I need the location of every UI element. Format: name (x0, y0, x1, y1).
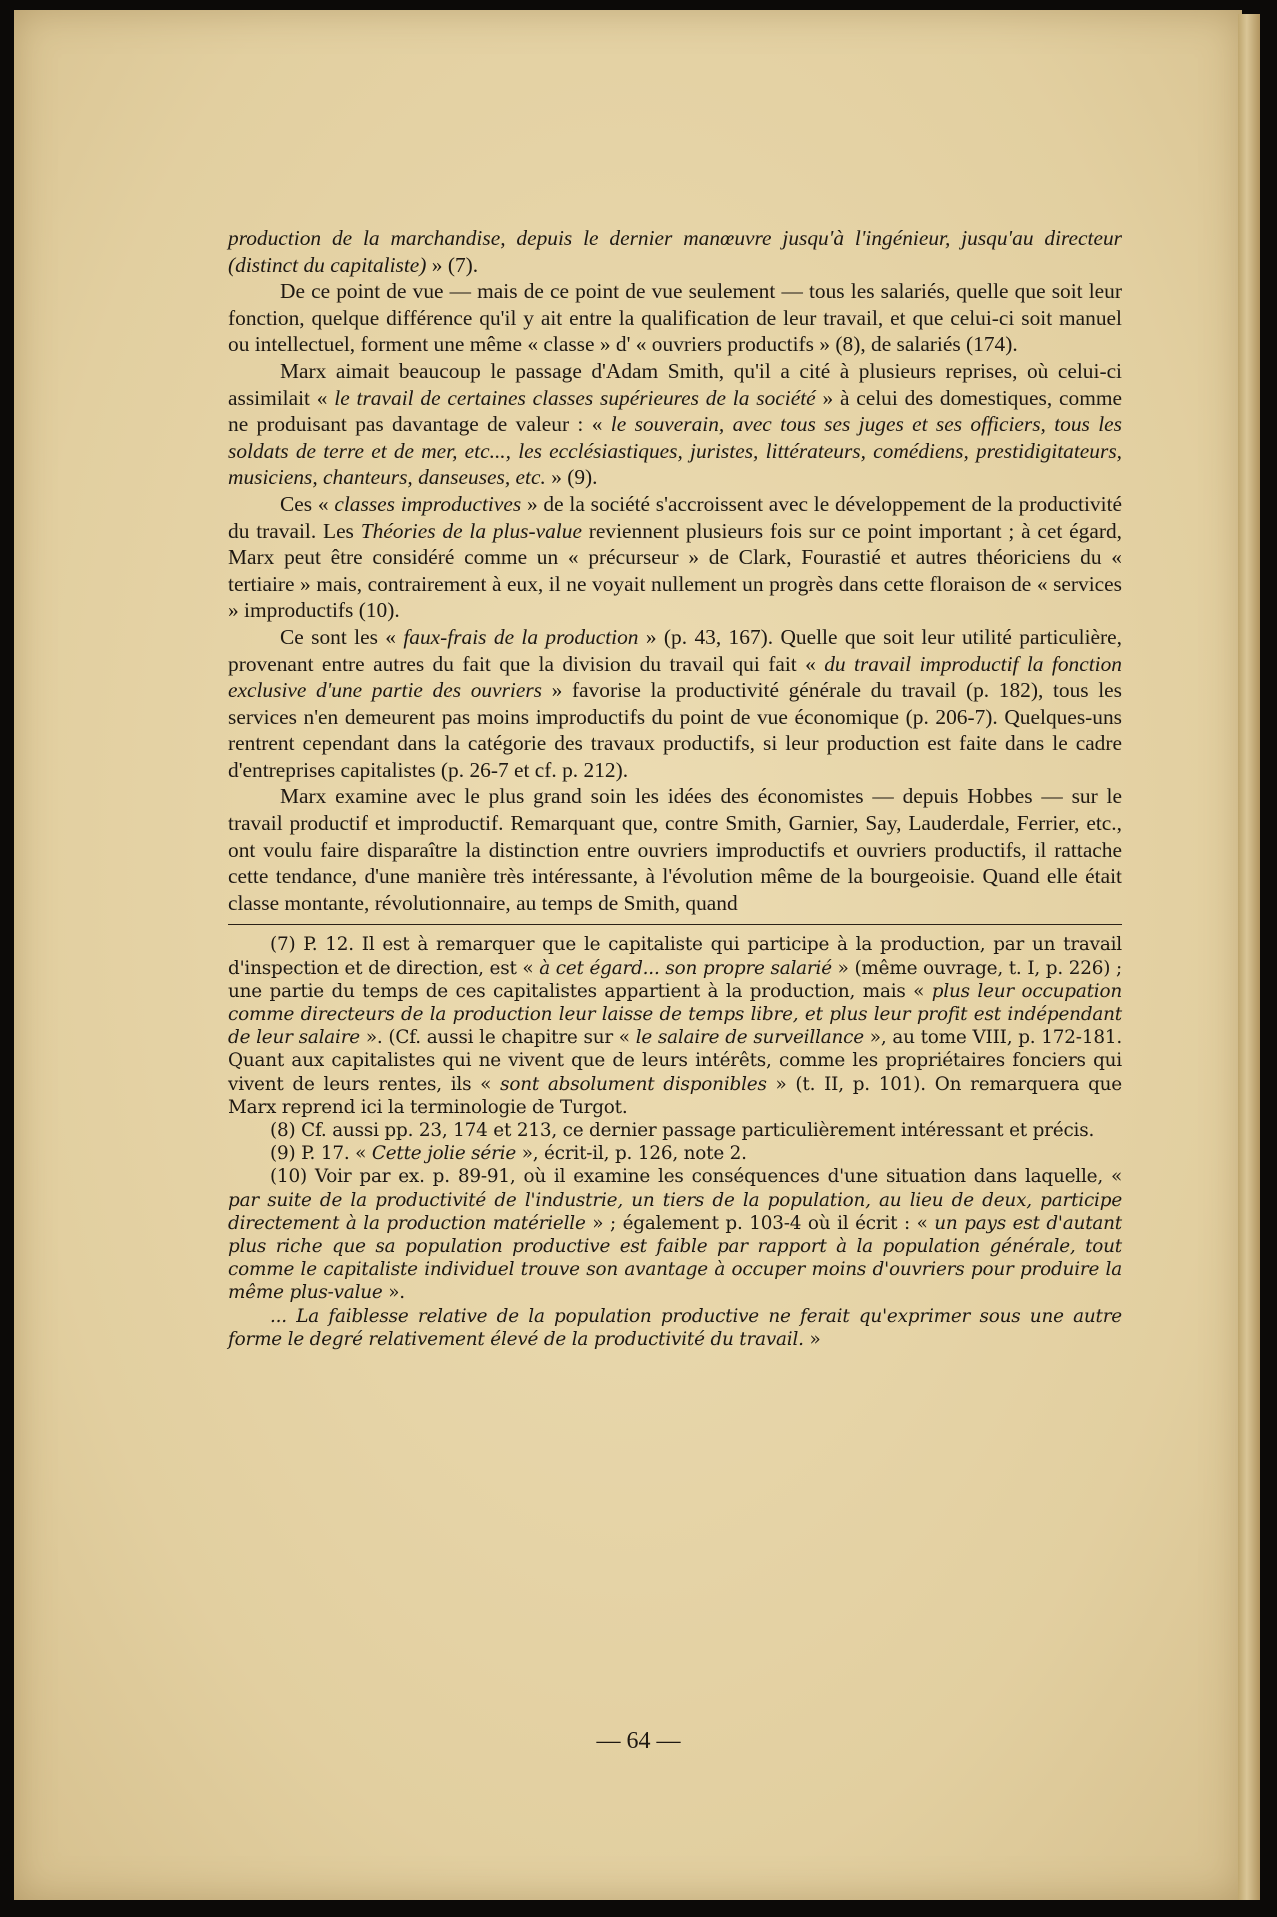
footnote-10: (10) Voir par ex. p. 89-91, où il examine les conséquences d'une situation dans laquelle, « par suite de la productivité de l'industrie, un tiers de la population, au lieu de deux, participe directement à la production matérielle » ; également p. 103-4 où il écrit : « un pays est d'autant plus riche que sa population productive est faible par rapport à la population générale, tout comme le capitaliste individuel trouve son avantage à occuper moins d'ouvriers pour produire la même plus-value ». (228, 1166, 1122, 1304)
footnotes (228, 933, 1122, 1351)
paragraph-5: Ce sont les « faux-frais de la production » (p. 43, 167). Quelle que soit leur utilité particulière, provenant entre autres du fait que la division du travail qui fait « du travail improductif la fonction exclusive d'une partie des ouvriers » favorise la productivité générale du travail (p. 182), tous les services n'en demeurent pas moins improductifs du point de vue économique (p. 206-7). Quelques-uns rentrent cependant dans la catégorie des travaux productifs, si leur production est faite dans le cadre d'entreprises capitalistes (p. 26-7 et cf. p. 212). (228, 624, 1122, 782)
paragraph-4: Ces « classes improductives » de la société s'accroissent avec le développement de la productivité du travail. Les Théories de la plus-value reviennent plusieurs fois sur ce point important ; à cet égard, Marx peut être considéré comme un « précurseur » de Clark, Fourastié et autres théoriciens du « tertiaire » mais, contrairement à eux, il ne voyait nullement un progrès dans cette floraison de « services » improductifs (10). (228, 491, 1123, 623)
footnote-10-continued: ... La faiblesse relative de la population productive ne ferait qu'exprimer sous une autre forme le degré relativement élevé de la productivité du travail. » (228, 1305, 1122, 1350)
page-number: — 64 — (596, 1728, 681, 1754)
paragraph-3: Marx aimait beaucoup le passage d'Adam Smith, qu'il a cité à plusieurs reprises, où celui-ci assimilait « le travail de certaines classes supérieures de la société » à celui des domestiques, comme ne produisant pas davantage de valeur : « le souverain, avec tous ses juges et ses officiers, tous les soldats de terre et de mer, etc..., les ecclésiastiques, juristes, littérateurs, comédiens, prestidigitateurs, musiciens, chanteurs, danseuses, etc. » (9). (228, 358, 1122, 490)
main-text (228, 225, 1122, 916)
footnote-7: (7) P. 12. Il est à remarquer que le capitaliste qui participe à la production, par un travail d'inspection et de direction, est « à cet égard... son propre salarié » (même ouvrage, t. I, p. 226) ; une partie du temps de ces capitalistes appartient à la production, mais « plus leur occupation comme directeurs de la production leur laisse de temps libre, et plus leur profit est indépendant de leur salaire ». (Cf. aussi le chapitre sur « le salaire de surveillance », au tome VIII, p. 172-181. Quant aux capitalistes qui ne vivent que de leurs intérêts, comme les propriétaires fonciers qui vivent de leurs rentes, ils « sont absolument disponibles » (t. II, p. 101). On remarquera que Marx reprend ici la terminologie de Turgot. (228, 934, 1122, 1118)
paragraph-6: Marx examine avec le plus grand soin les idées des économistes — depuis Hobbes — sur le travail productif et improductif. Remarquant que, contre Smith, Garnier, Say, Lauderdale, Ferrier, etc., ont voulu faire disparaître la distinction entre ouvriers improductifs et ouvriers productifs, il rattache cette tendance, d'une manière très intéressante, à l'évolution même de la bourgeoisie. Quand elle était classe montante, révolutionnaire, au temps de Smith, quand (228, 784, 1122, 915)
footnote-divider (228, 924, 1122, 925)
paragraph-1: production de la marchandise, depuis le dernier manœuvre jusqu'à l'ingénieur, jusqu'au directeur (distinct du capitaliste) » (7). (228, 226, 1122, 277)
paragraph-2: De ce point de vue — mais de ce point de vue seulement — tous les salariés, quelle que soit leur fonction, quelque différence qu'il y ait entre la qualification de leur travail, et que celui-ci soit manuel ou intellectuel, forment une même « classe » d' « ouvriers productifs » (8), de salariés (174). (228, 279, 1122, 357)
page-content (228, 225, 1122, 1351)
footnote-9: (9) P. 17. « Cette jolie série », écrit-il, p. 126, note 2. (270, 1143, 747, 1165)
page-edge (1238, 14, 1260, 1900)
footnote-8: (8) Cf. aussi pp. 23, 174 et 213, ce dernier passage particulièrement intéressant et précis. (270, 1120, 1095, 1142)
